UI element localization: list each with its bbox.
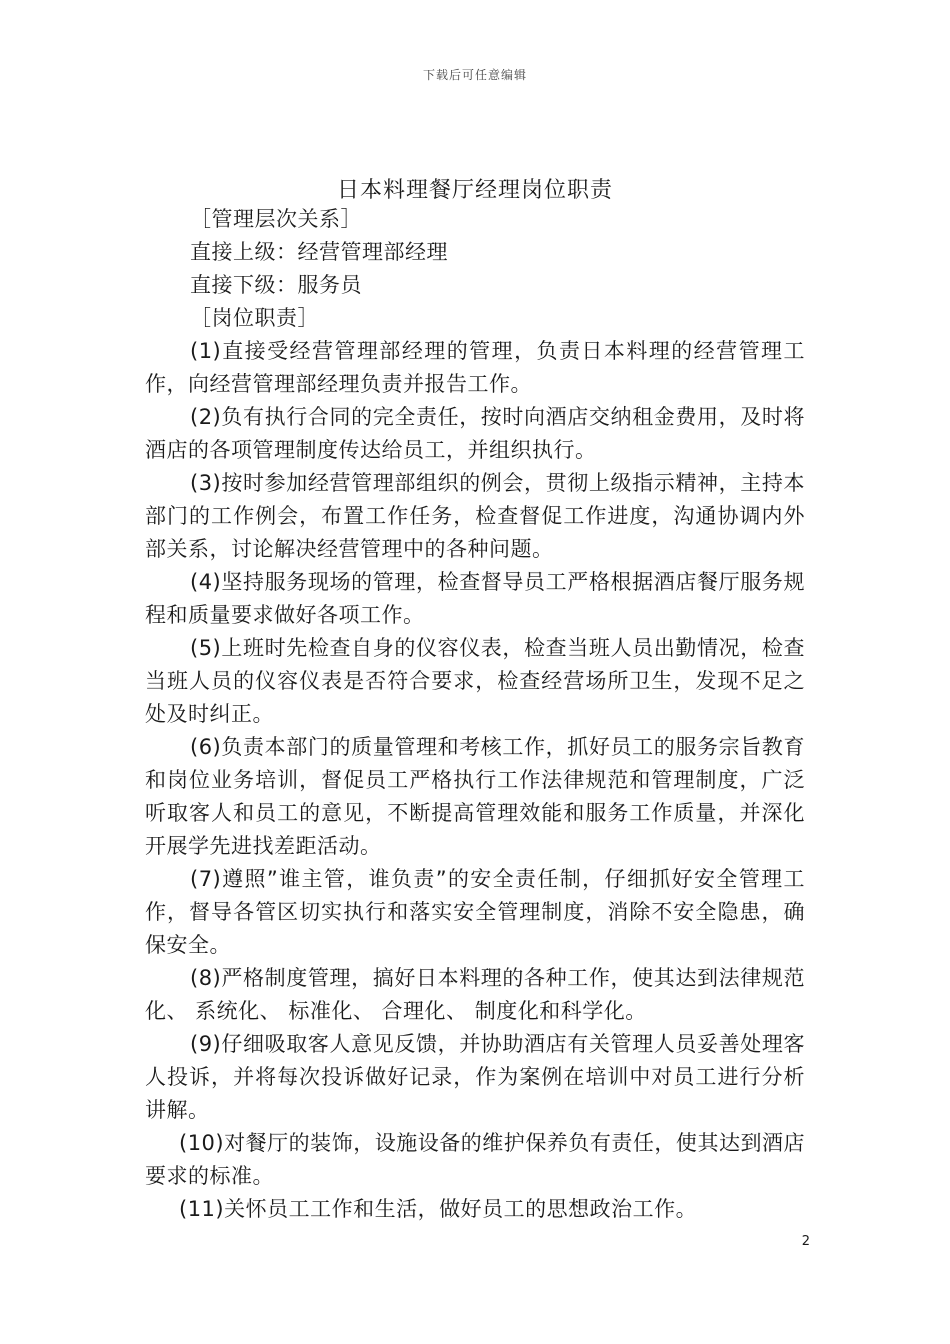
section-heading-management-hierarchy: ［管理层次关系］ xyxy=(190,207,362,231)
duty-item-9: (9)仔细吸取客人意见反馈，并协助酒店有关管理人员妥善处理客人投诉，并将每次投诉做好记录，作为案例在培训中对员工进行分析讲解。 xyxy=(145,1032,805,1122)
duty-item-6: (6)负责本部门的质量管理和考核工作，抓好员工的服务宗旨教育和岗位业务培训，督促员工严格执行工作法律规范和管理制度，广泛听取客人和员工的意见，不断提高管理效能和服务工作质量，并深化开展学先进找差距活动。 xyxy=(145,735,805,858)
duty-item-8: (8)严格制度管理，搞好日本料理的各种工作，使其达到法律规范化、 系统化、 标准化、 合理化、 制度化和科学化。 xyxy=(145,966,805,1023)
document-title: 日本料理餐厅经理岗位职责 xyxy=(336,177,613,203)
duty-item-7: (7)遵照”谁主管，谁负责”的安全责任制，仔细抓好安全管理工作，督导各管区切实执行和落实安全管理制度，消除不安全隐患，确保安全。 xyxy=(145,867,805,957)
page-number: 2 xyxy=(801,1234,810,1249)
duty-item-5: (5)上班时先检查自身的仪容仪表，检查当班人员出勤情况，检查当班人员的仪容仪表是否符合要求，检查经营场所卫生，发现不足之处及时纠正。 xyxy=(145,636,805,726)
duty-item-4: (4)坚持服务现场的管理，检查督导员工严格根据酒店餐厅服务规程和质量要求做好各项工作。 xyxy=(145,570,805,627)
direct-subordinate-line: 直接下级：服务员 xyxy=(190,273,362,297)
duty-item-11: (11)关怀员工工作和生活，做好员工的思想政治工作。 xyxy=(179,1197,698,1221)
page-header-note: 下载后可任意编辑 xyxy=(422,68,527,82)
duty-item-3: (3)按时参加经营管理部组织的例会，贯彻上级指示精神，主持本部门的工作例会，布置工作任务，检查督促工作进度，沟通协调内外部关系，讨论解决经营管理中的各种问题。 xyxy=(145,471,805,561)
duty-item-2: (2)负有执行合同的完全责任，按时向酒店交纳租金费用，及时将酒店的各项管理制度传达给员工，并组织执行。 xyxy=(145,405,805,462)
document-body xyxy=(145,203,805,1226)
section-heading-duties: ［岗位职责］ xyxy=(190,306,319,330)
duty-item-1: (1)直接受经营管理部经理的管理，负责日本料理的经营管理工作，向经营管理部经理负责并报告工作。 xyxy=(145,339,805,396)
duty-item-10: (10)对餐厅的装饰，设施设备的维护保养负有责任，使其达到酒店要求的标准。 xyxy=(145,1131,805,1188)
direct-superior-line: 直接上级：经营管理部经理 xyxy=(190,240,448,264)
